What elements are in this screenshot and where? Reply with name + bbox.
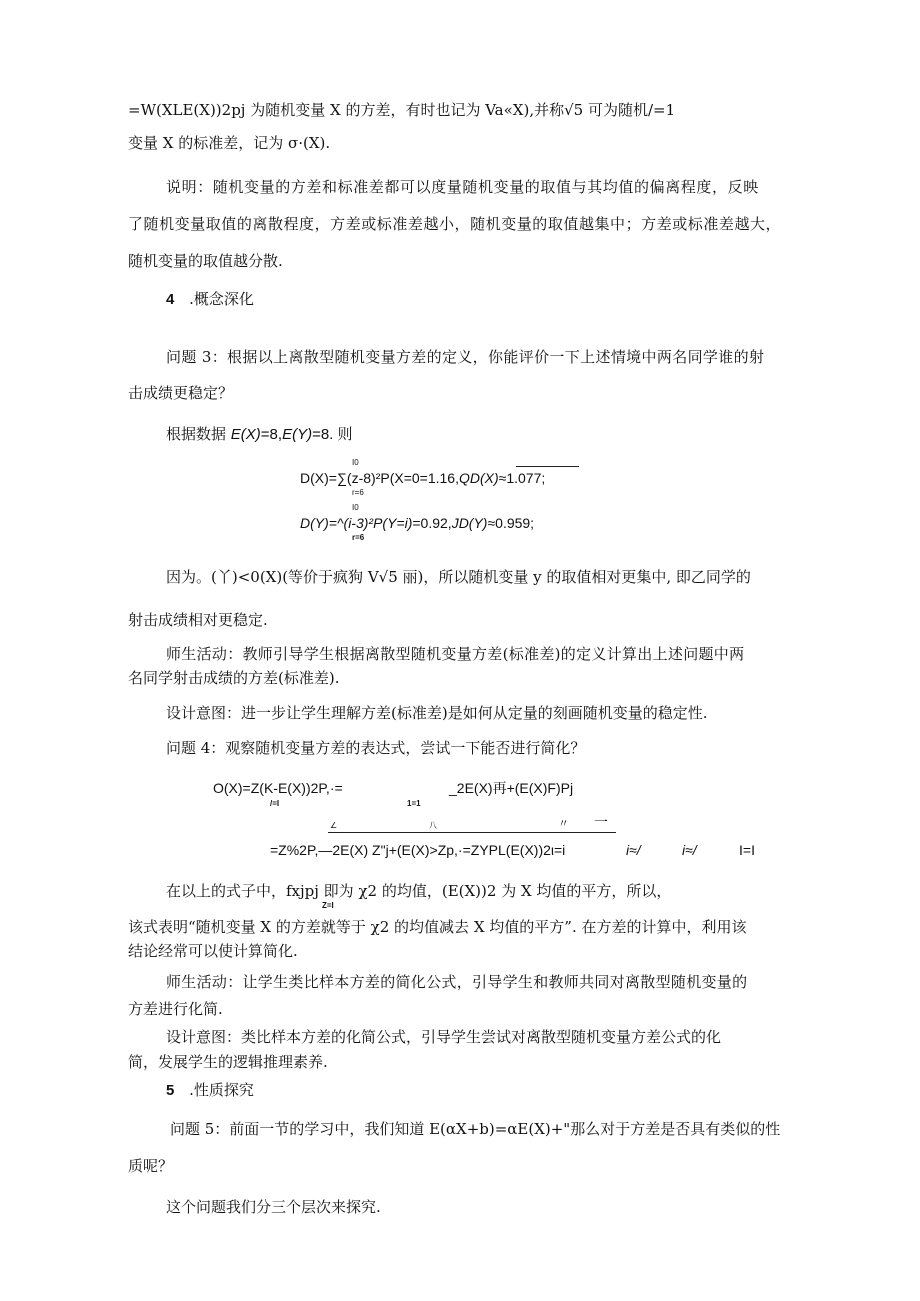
eq1-sum-lower: r=6 [352,488,364,497]
eq2-sum-lower: r=6 [352,533,365,542]
eq2-approx: ≈0.959; [487,515,535,531]
eq4-term-3: I=I [739,842,755,858]
because-line-2: 射击成绩相对更稳定. [128,611,268,629]
activity-1-line-2: 名同学射击成绩的方差(标准差). [128,669,340,687]
ex-symbol: E(X) [230,426,261,443]
eq1-qdx: QD(X) [458,470,499,486]
section-heading-5 [166,1080,254,1101]
sqrt-bar [516,466,579,467]
design-intent-2-line-1: 设计意图：类比样本方差的化简公式，引导学生尝试对离散型随机变量方差公式的化 [166,1028,722,1046]
section-number-5: 5 [166,1082,175,1099]
design-intent-2-line-2: 简，发展学生的逻辑推理素养. [128,1053,328,1071]
meaning-line-1: 该式表明“随机变量 X 的方差就等于 χ2 的均值减去 X 均值的平方”. 在方差的计算中，利用该 [128,918,747,936]
equation-dy [300,513,534,533]
ey-symbol: E(Y) [282,426,313,443]
eq-mark-4: 一 [594,814,608,830]
eq2-sum-upper: I0 [352,503,359,512]
equation-3-left: O(X)=Z(K-E(X))2P,·= [213,780,343,796]
question-5-line-1: 问题 5：前面一节的学习中，我们知道 E(αX+b)=αE(X)+"那么对于方差是否具有类似的性 [170,1120,781,1138]
eq1-main: D(X)=∑(z-8)²P(X=0=1.16, [300,470,459,486]
eq-mark-2: 八 [429,821,437,830]
design-intent-1: 设计意图：进一步让学生理解方差(标准差)是如何从定量的刻画随机变量的稳定性. [166,704,708,722]
activity-1-line-1: 师生活动：教师引导学生根据离散型随机变量方差(标准差)的定义计算出上述问题中两 [166,645,745,663]
explanation-line-2: 了随机变量取值的离散程度，方差或标准差越小，随机变量的取值越集中；方差或标准差越大， [128,215,782,233]
because-line-1: 因为。(丫)<0(X)(等价于疯狗 V√5 丽)，所以随机变量 y 的取值相对更集中, 即乙同学的 [166,568,751,586]
section-title-5: .性质探究 [189,1081,254,1099]
three-levels-line: 这个问题我们分三个层次来探究. [166,1198,381,1216]
activity-2-line-2: 方差进行化简. [128,1000,223,1018]
explanation-line-1: 说明：随机变量的方差和标准差都可以度量随机变量的取值与其均值的偏离程度，反映 [166,178,759,196]
equation-dx [300,468,545,488]
equation-3-right: _2E(X)再+(E(X)F)Pj [449,780,574,796]
eq3-sub-2: 1=1 [407,799,421,808]
activity-2-line-1: 师生活动：让学生类比样本方差的简化公式，引导学生和教师共同对离散型随机变量的 [166,973,748,991]
meaning-line-2: 结论经常可以使计算简化. [128,942,298,960]
definition-line-1: =W(XLE(X))2pj 为随机变量 X 的方差，有时也记为 Va«X),并称√5 可为随机/=1 [128,101,676,119]
eq2-value: =0.92, [412,515,452,531]
equation-rule [328,832,616,833]
eq2-jdy: JD(Y) [451,515,488,531]
question-3-line-2: 击成绩更稳定？ [128,384,234,402]
definition-line-2: 变量 X 的标准差，记为 σ·(X). [128,134,331,152]
eq1-sum-upper: I0 [352,458,359,467]
question-3-line-1: 问题 3：根据以上离散型随机变量方差的定义，你能评价一下上述情境中两名同学谁的射 [166,348,765,366]
eq2-sum: =^(i-3)²P(Y=i) [328,515,413,531]
question-5-line-2: 质呢？ [128,1157,174,1175]
eq-mark-1: ∠ [330,821,338,830]
data-prefix: 根据数据 [166,425,231,443]
section-title-4: .概念深化 [189,290,254,308]
in-above-line: 在以上的式子中，fxjpj 即为 χ2 的均值，(E(X))2 为 X 均值的平方，所以， [166,882,672,900]
eq1-value: ≈1.077; [498,470,546,486]
data-line [166,424,353,445]
equation-4: =Z%2P,—2E(X) Z"j+(E(X)>Zp,·=ZYPL(E(X))2ι=i [270,842,566,858]
explanation-line-3: 随机变量的取值越分散. [128,252,283,270]
eq4-term-2: i≈/ [682,842,697,858]
eq3-sub-1: /=I [270,799,280,808]
section-number-4: 4 [166,291,175,308]
ex-value: =8, [260,426,283,443]
eq4-term-1: i≈/ [626,842,641,858]
eq-mark-3: 〃 [558,818,569,830]
eq2-dy: D(Y) [300,515,329,531]
in-above-sub: Z=I [322,901,334,910]
ey-value: =8. 则 [312,426,353,443]
section-heading-4 [166,289,254,310]
question-4: 问题 4：观察随机变量方差的表达式，尝试一下能否进行简化？ [166,739,586,757]
